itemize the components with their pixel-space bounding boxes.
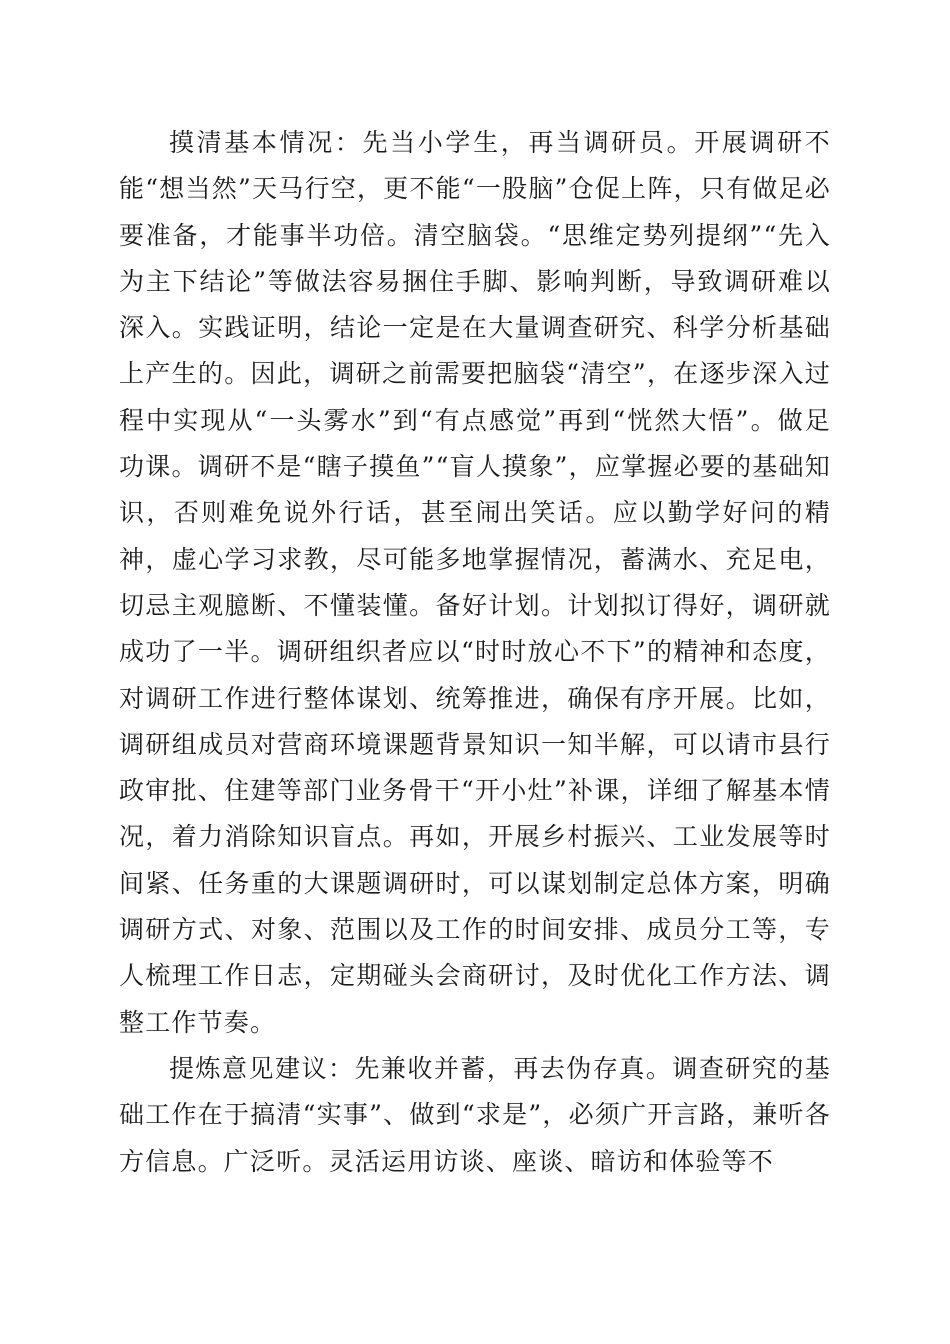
paragraph-basic-situation: 摸清基本情况：先当小学生，再当调研员。开展调研不能“想当然”天马行空，更不能“一股脑”仓促上阵，只有做足必要准备，才能事半功倍。清空脑袋。“思维定势列提纲”“先入为主下结论”等做法容易捆住手脚、影响判断，导致调研难以深入。实践证明，结论一定是在大量调查研究、科学分析基础上产生的。因此，调研之前需要把脑袋“清空”，在逐步深入过程中实现从“一头雾水”到“有点感觉”再到“恍然大悟”。做足功课。调研不是“瞎子摸鱼”“盲人摸象”，应掌握必要的基础知识，否则难免说外行话，甚至闹出笑话。应以勤学好问的精神，虚心学习求教，尽可能多地掌握情况，蓄满水、充足电，切忌主观臆断、不懂装懂。备好计划。计划拟订得好，调研就成功了一半。调研组织者应以“时时放心不下”的精神和态度，对调研工作进行整体谋划、统筹推进，确保有序开展。比如，调研组成员对营商环境课题背景知识一知半解，可以请市县行政审批、住建等部门业务骨干“开小灶”补课，详细了解基本情况，着力消除知识盲点。再如，开展乡村振兴、工业发展等时间紧、任务重的大课题调研时，可以谋划制定总体方案，明确调研方式、对象、范围以及工作的时间安排、成员分工等，专人梳理工作日志，定期碰头会商研讨，及时优化工作方法、调整工作节奏。 <box>119 128 831 1037</box>
paragraph-opinions-suggestions: 提炼意见建议：先兼收并蓄，再去伪存真。调查研究的基础工作在于搞清“实事”、做到“求是”，必须广开言路，兼听各方信息。广泛听。灵活运用访谈、座谈、暗访和体验等不 <box>119 1053 831 1176</box>
document-body <box>119 120 831 1185</box>
